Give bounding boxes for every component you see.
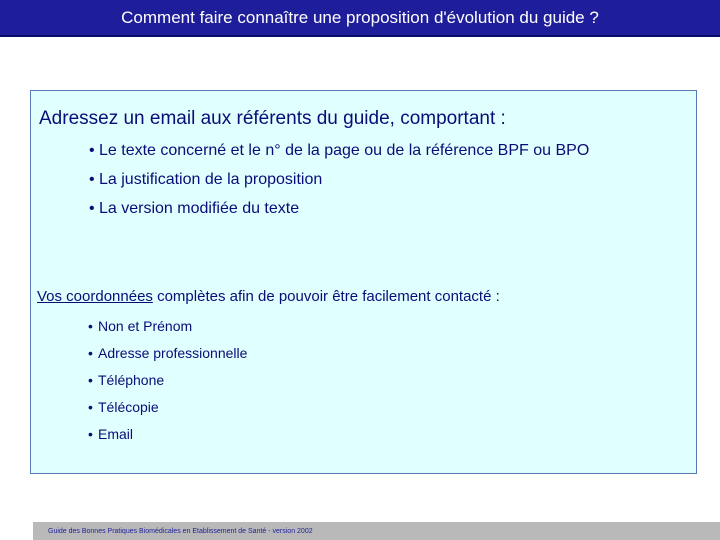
- list-item-text: Email: [98, 426, 134, 442]
- list-item: [88, 371, 247, 398]
- bullet: •: [88, 372, 93, 388]
- list-item: [88, 425, 247, 452]
- list-item-text: La version modifiée du texte: [99, 200, 300, 217]
- bullet: •: [88, 399, 93, 415]
- bullet: •: [88, 345, 93, 361]
- panel-heading: Adressez un email aux référents du guide, comportant :: [39, 108, 506, 129]
- list-item-text: Téléphone: [98, 372, 165, 388]
- contact-rest-text: complètes afin de pouvoir être facilement contacté :: [152, 288, 500, 305]
- slide-title: Comment faire connaître une proposition d'évolution du guide ?: [121, 8, 599, 27]
- list-item-text: Adresse professionnelle: [98, 345, 248, 361]
- content-panel: [30, 90, 697, 474]
- list-item-text: Télécopie: [98, 399, 159, 415]
- list-item-text: Non et Prénom: [98, 318, 193, 334]
- contact-underlined-text: Vos coordonnées: [37, 288, 153, 305]
- list-item: [88, 317, 247, 344]
- requirements-list: [89, 141, 589, 228]
- contact-list: [88, 317, 247, 452]
- bullet: •: [89, 142, 95, 159]
- bullet: •: [88, 318, 93, 334]
- bullet: •: [88, 426, 93, 442]
- list-item-text: Le texte concerné et le n° de la page ou de la référence BPF ou BPO: [99, 142, 590, 159]
- bullet: •: [89, 200, 95, 217]
- list-item: [89, 170, 589, 199]
- title-bar: [0, 0, 720, 37]
- list-item: [89, 199, 589, 228]
- list-item: [88, 398, 247, 425]
- list-item-text: La justification de la proposition: [99, 171, 323, 188]
- list-item: [89, 141, 589, 170]
- contact-intro: [37, 287, 500, 307]
- footer-text: Guide des Bonnes Pratiques Biomédicales en Etablissement de Santé - version 2002: [48, 528, 313, 535]
- list-item: [88, 344, 247, 371]
- bullet: •: [89, 171, 95, 188]
